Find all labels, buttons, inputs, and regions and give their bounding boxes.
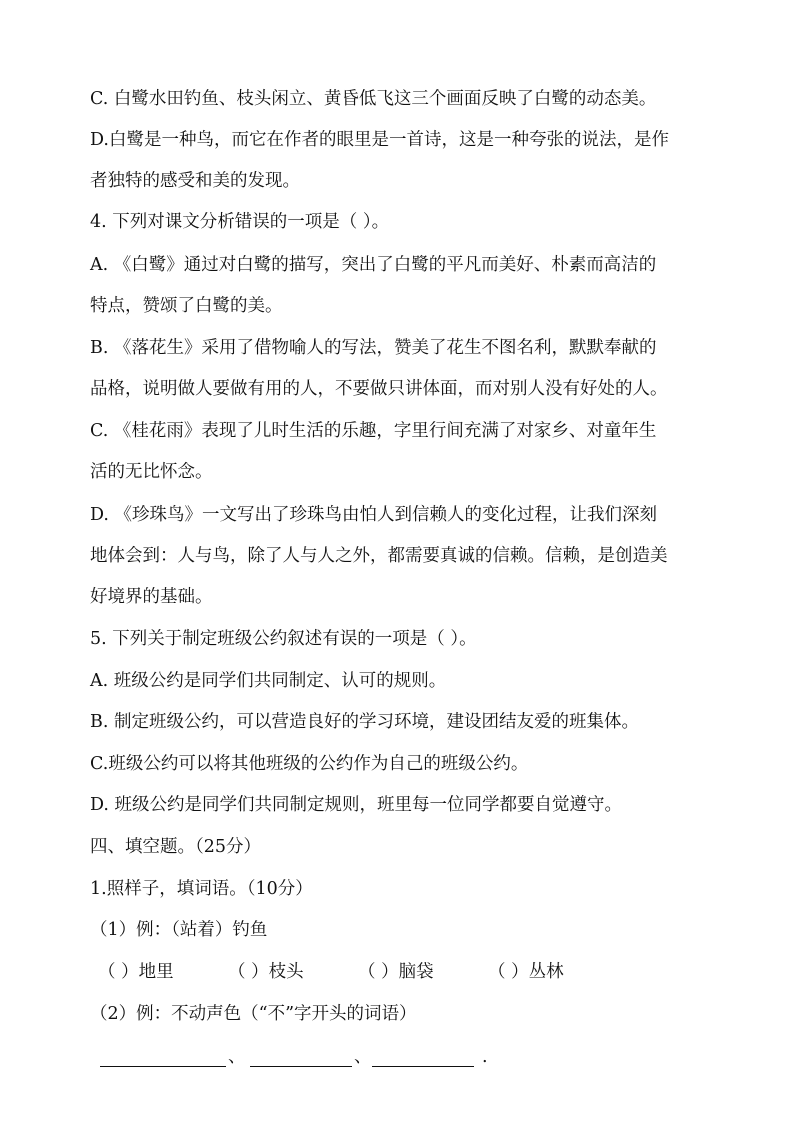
option-4a: A. 《白鹭》通过对白鹭的描写，突出了白鹭的平凡而美好、朴素而高洁的 — [90, 255, 657, 275]
fill-blank-1[interactable]: （ ）地里 — [98, 962, 174, 982]
fill-blank-4[interactable]: （ ）丛林 — [488, 962, 564, 982]
option-4c: C. 《桂花雨》表现了儿时生活的乐趣，字里行间充满了对家乡、对童年生 — [90, 421, 657, 441]
option-4a-cont: 特点，赞颂了白鹭的美。 — [90, 296, 283, 316]
example-2: （2）例：不动声色（“不”字开头的词语） — [90, 1004, 417, 1024]
separator: 、 — [228, 1047, 246, 1067]
answer-blank-2[interactable] — [250, 1046, 352, 1067]
option-5b: B. 制定班级公约，可以营造良好的学习环境，建设团结友爱的班集体。 — [90, 712, 639, 732]
fill-question-1: 1.照样子，填词语。（10分） — [90, 879, 313, 899]
option-4d-cont-1: 地体会到：人与鸟，除了人与人之外，都需要真诚的信赖。信赖，是创造美 — [90, 546, 668, 566]
option-5d: D. 班级公约是同学们共同制定规则，班里每一位同学都要自觉遵守。 — [90, 795, 623, 815]
option-5a: A. 班级公约是同学们共同制定、认可的规则。 — [90, 671, 447, 691]
answer-blank-1[interactable] — [100, 1046, 226, 1067]
option-5c: C.班级公约可以将其他班级的公约作为自己的班级公约。 — [90, 754, 529, 774]
question-4: 4. 下列对课文分析错误的一项是（ ）。 — [90, 212, 390, 232]
answer-line-row — [90, 1046, 710, 1068]
option-4b: B. 《落花生》采用了借物喻人的写法，赞美了花生不图名利，默默奉献的 — [90, 338, 657, 358]
answer-blank-3[interactable] — [372, 1046, 474, 1067]
text-line-1: C. 白鹭水田钓鱼、枝头闲立、黄昏低飞这三个画面反映了白鹭的动态美。 — [90, 89, 657, 109]
separator: 、 — [354, 1047, 372, 1067]
option-4c-cont: 活的无比怀念。 — [90, 462, 213, 482]
fill-blank-3[interactable]: （ ）脑袋 — [358, 962, 434, 982]
fill-blank-2[interactable]: （ ）枝头 — [228, 962, 304, 982]
option-4d-cont-2: 好境界的基础。 — [90, 587, 213, 607]
question-5: 5. 下列关于制定班级公约叙述有误的一项是（ ）。 — [90, 629, 477, 649]
text-line-2: D.白鹭是一种鸟，而它在作者的眼里是一首诗，这是一种夸张的说法，是作 — [90, 130, 669, 150]
option-4d: D. 《珍珠鸟》一文写出了珍珠鸟由怕人到信赖人的变化过程，让我们深刻 — [90, 505, 658, 525]
example-1: （1）例：（站着）钓鱼 — [90, 920, 268, 940]
end-period: . — [482, 1047, 488, 1067]
text-line-3: 者独特的感受和美的发现。 — [90, 171, 300, 191]
section-heading-fill: 四、填空题。（25分） — [90, 837, 262, 857]
option-4b-cont: 品格，说明做人要做有用的人，不要做只讲体面，而对别人没有好处的人。 — [90, 379, 668, 399]
